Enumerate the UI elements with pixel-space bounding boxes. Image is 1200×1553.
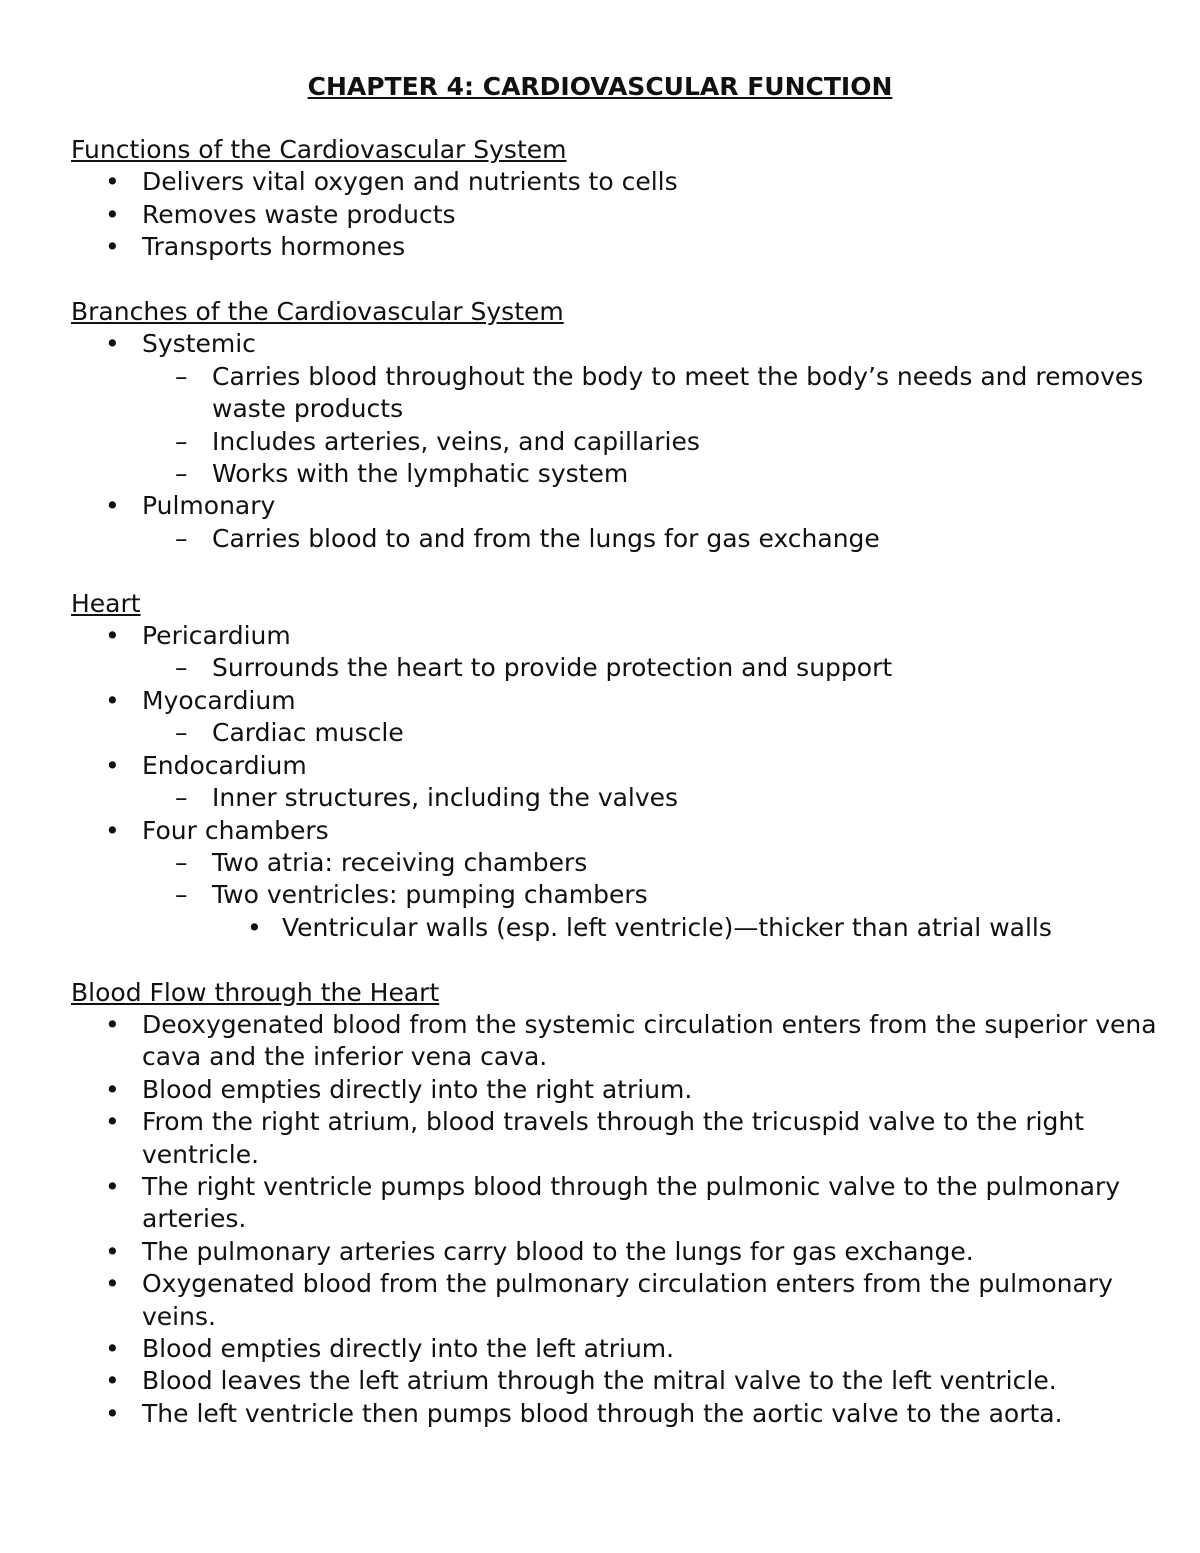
sub-list-item [71, 782, 1171, 814]
list-item-text: The right ventricle pumps blood through the pulmonic valve to the pulmonary arteries. [142, 1171, 1121, 1234]
list-item-text: Pericardium [142, 621, 291, 651]
bullet-marker: • [105, 1171, 120, 1201]
list-item-text: Four chambers [142, 815, 329, 845]
list-item [71, 1171, 1171, 1236]
sub-list-item-text: Surrounds the heart to provide protection and support [212, 653, 893, 683]
sub-list-item [71, 717, 1171, 749]
list-item-text: Removes waste products [142, 199, 456, 229]
sub-list-item [71, 879, 1171, 911]
dash-marker: – [175, 523, 188, 553]
bullet-list [71, 328, 1171, 555]
list-item [71, 199, 1171, 231]
list-item-text: The left ventricle then pumps blood through the aortic valve to the aorta. [142, 1398, 1063, 1428]
list-item [71, 1333, 1171, 1365]
list-item [71, 166, 1171, 198]
list-item [71, 620, 1171, 652]
sub-list-item-text: Includes arteries, veins, and capillaries [212, 426, 700, 456]
dash-marker: – [175, 880, 188, 910]
list-item-text: Endocardium [142, 750, 307, 780]
list-item-text: Systemic [142, 329, 256, 359]
list-item [71, 328, 1171, 360]
list-item-text: The pulmonary arteries carry blood to the lungs for gas exchange. [142, 1236, 974, 1266]
list-item [71, 750, 1171, 782]
list-item [71, 231, 1171, 263]
sub-sub-list-item-text: Ventricular walls (esp. left ventricle)—thicker than atrial walls [282, 912, 1052, 942]
sub-list-item-text: Inner structures, including the valves [212, 783, 679, 813]
section-functions [71, 134, 1171, 264]
sub-list-item [71, 361, 1171, 426]
list-item-text: Pulmonary [142, 491, 276, 521]
list-item-text: From the right atrium, blood travels through the tricuspid valve to the right ventricle. [142, 1107, 1085, 1169]
list-item-text: Transports hormones [142, 232, 406, 262]
dash-marker: – [175, 459, 188, 489]
sub-list-item [71, 652, 1171, 684]
list-item [71, 815, 1171, 847]
list-item-text: Blood empties directly into the right atrium. [142, 1074, 693, 1104]
bullet-marker: • [105, 1333, 120, 1363]
list-item [71, 685, 1171, 717]
bullet-marker: • [105, 1236, 120, 1266]
list-item-text: Blood empties directly into the left atrium. [142, 1333, 675, 1363]
bullet-marker: • [105, 685, 120, 715]
dash-marker: – [175, 653, 188, 683]
bullet-marker: • [105, 815, 120, 845]
list-item [71, 1365, 1171, 1397]
list-item [71, 1009, 1171, 1074]
sub-list-item-text: Two ventricles: pumping chambers [212, 880, 648, 910]
list-item-text: Delivers vital oxygen and nutrients to cells [142, 167, 678, 197]
list-item-text: Myocardium [142, 685, 296, 715]
bullet-marker: • [105, 750, 120, 780]
bullet-marker: • [105, 1107, 120, 1137]
bullet-marker: • [105, 1366, 120, 1396]
list-item-text: Blood leaves the left atrium through the mitral valve to the left ventricle. [142, 1366, 1057, 1396]
bullet-marker: • [105, 232, 120, 262]
section-heading: Heart [71, 588, 141, 618]
list-item [71, 1106, 1171, 1171]
bullet-marker: • [105, 1398, 120, 1428]
section-blood-flow [71, 977, 1171, 1431]
bullet-marker: • [105, 1269, 120, 1299]
sub-list-item [71, 523, 1171, 555]
section-branches [71, 296, 1171, 555]
bullet-marker: • [105, 491, 120, 521]
list-item [71, 1074, 1171, 1106]
section-heading: Branches of the Cardiovascular System [71, 297, 564, 327]
sub-list-item-text: Carries blood throughout the body to meet the body’s needs and removes waste products [212, 361, 1144, 424]
dash-marker: – [175, 361, 188, 391]
sub-list-item [71, 847, 1171, 879]
sub-list-item [71, 426, 1171, 458]
bullet-marker: • [105, 1009, 120, 1039]
dash-marker: – [175, 718, 188, 748]
list-item-text: Deoxygenated blood from the systemic circulation enters from the superior vena cava and the inferior vena cava. [142, 1009, 1157, 1072]
bullet-list [71, 166, 1171, 263]
bullet-list [71, 620, 1171, 944]
section-heading: Functions of the Cardiovascular System [71, 135, 567, 164]
section-heading: Blood Flow through the Heart [71, 977, 440, 1007]
sub-list-item-text: Two atria: receiving chambers [212, 847, 588, 877]
list-item [71, 1236, 1171, 1268]
dash-marker: – [175, 426, 188, 456]
sub-list-item-text: Works with the lymphatic system [212, 459, 629, 489]
bullet-list [71, 1009, 1171, 1430]
dash-marker: – [175, 847, 188, 877]
document-body [71, 134, 1171, 1463]
page-title: CHAPTER 4: CARDIOVASCULAR FUNCTION [307, 72, 893, 101]
section-heart [71, 588, 1171, 944]
sub-list-item [71, 458, 1171, 490]
sub-sub-list-item [71, 912, 1171, 944]
list-item [71, 1398, 1171, 1430]
sub-list-item-text: Carries blood to and from the lungs for gas exchange [212, 523, 880, 553]
sub-list-item-text: Cardiac muscle [212, 718, 404, 748]
bullet-marker: • [105, 1074, 120, 1104]
list-item [71, 1268, 1171, 1333]
bullet-marker: • [105, 621, 120, 651]
bullet-marker: • [105, 199, 120, 229]
list-item-text: Oxygenated blood from the pulmonary circulation enters from the pulmonary veins. [142, 1269, 1113, 1331]
bullet-marker: • [105, 167, 120, 197]
bullet-marker: • [105, 329, 120, 359]
bullet-marker: • [247, 912, 262, 942]
dash-marker: – [175, 783, 188, 813]
list-item [71, 490, 1171, 522]
